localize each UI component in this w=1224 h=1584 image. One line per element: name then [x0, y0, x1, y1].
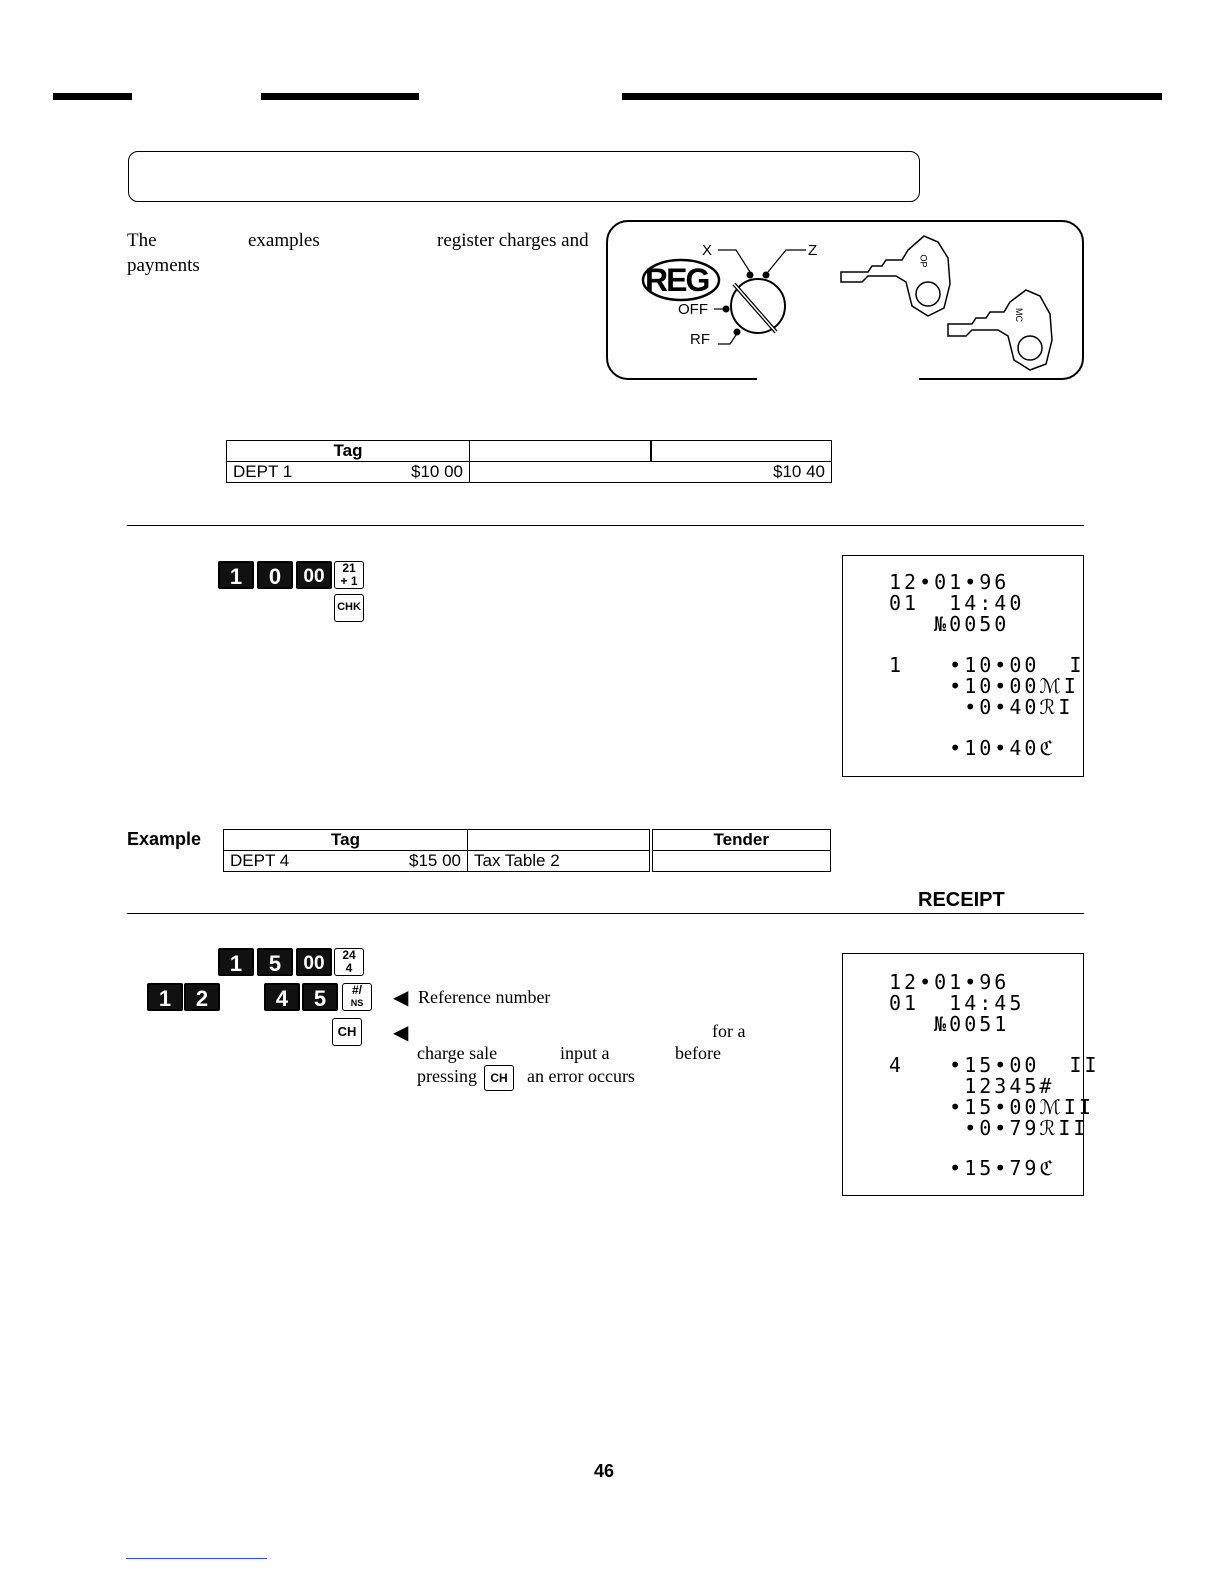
- receipt-line: •15•00ℳII: [889, 1095, 1094, 1119]
- table-header: Tag: [224, 830, 468, 851]
- ch-key: CH: [332, 1018, 362, 1046]
- ref-ns-key: #/ NS: [342, 983, 372, 1011]
- key-1: 1: [218, 948, 254, 976]
- intro-word: The: [127, 230, 157, 251]
- key-5: 5: [302, 983, 338, 1011]
- intro-word: payments: [127, 255, 200, 276]
- example1-table: [226, 440, 832, 483]
- footer-rule: [126, 1558, 267, 1559]
- header-rule-3: [622, 93, 1162, 100]
- table-header: Tender: [651, 830, 831, 851]
- key-1: 1: [147, 983, 183, 1011]
- receipt-line: 12•01•96: [889, 970, 1010, 994]
- key-2: 2: [184, 983, 220, 1011]
- key-0: 0: [257, 561, 293, 589]
- dept1-key: 21 + 1: [334, 561, 364, 589]
- key-5: 5: [257, 948, 293, 976]
- key-00: 00: [296, 948, 332, 976]
- reg-label: REG: [645, 262, 709, 298]
- total-amount: $10 40: [651, 462, 832, 483]
- key-1: 1: [218, 561, 254, 589]
- header-rule-2: [261, 93, 419, 100]
- note-text: input a: [560, 1043, 610, 1063]
- key-4: 4: [264, 983, 300, 1011]
- tax-table: Tax Table 2: [468, 851, 651, 872]
- header-rule-1: [53, 93, 132, 100]
- divider-rule: [127, 913, 1084, 914]
- arrow-left-icon: ◀: [393, 1022, 409, 1044]
- receipt-label: RECEIPT: [918, 889, 1005, 911]
- receipt-line: 01 14:45: [889, 991, 1025, 1015]
- intro-word: examples: [248, 230, 320, 251]
- x-label: X: [702, 242, 713, 259]
- z-label: Z: [808, 242, 818, 259]
- example-label: Example: [127, 829, 202, 849]
- receipt-line: №0051: [889, 1012, 1010, 1036]
- key-00: 00: [296, 561, 332, 589]
- dept-price: $10 00: [411, 462, 463, 481]
- table-header: Tag: [227, 441, 470, 462]
- table-cell: [224, 851, 468, 872]
- note-text: charge sale: [417, 1043, 498, 1063]
- table-cell: [227, 462, 470, 483]
- reference-note: Reference number: [418, 987, 551, 1007]
- arrow-left-icon: ◀: [393, 987, 409, 1009]
- receipt-line: •10•00ℳI: [889, 674, 1079, 698]
- receipt-line: •15•79ℭ: [889, 1156, 1057, 1180]
- note-text: an error occurs: [527, 1066, 635, 1086]
- dept-price: $15 00: [409, 851, 461, 870]
- chk-key: CHK: [334, 594, 364, 622]
- intro-word: register charges and: [437, 230, 589, 251]
- note-text: before: [675, 1043, 721, 1063]
- off-label: OFF: [678, 301, 708, 318]
- note-text: for a: [712, 1021, 746, 1041]
- example2-table: [223, 829, 831, 872]
- receipt-line: 4 •15•00 II: [889, 1053, 1100, 1077]
- receipt-line: 12345#: [889, 1074, 1055, 1098]
- receipt-line: •10•40ℭ: [889, 736, 1057, 760]
- receipt-line: №0050: [889, 612, 1010, 636]
- receipt-line: 1 •10•00 I: [889, 653, 1085, 677]
- receipt-line: •0•40ℛI: [889, 695, 1074, 719]
- note-text: pressing: [417, 1066, 477, 1086]
- receipt-line: 01 14:40: [889, 591, 1025, 615]
- receipt-line: •0•79ℛII: [889, 1116, 1089, 1140]
- op-key-label: OP: [918, 254, 929, 268]
- divider-rule: [127, 525, 1084, 526]
- section-title-box: [128, 151, 920, 202]
- receipt-2: [842, 953, 1100, 1196]
- ch-key-inline: CH: [484, 1065, 514, 1091]
- rf-label: RF: [690, 331, 710, 348]
- dept4-key: 24 4: [334, 948, 364, 976]
- receipt-line: 12•01•96: [889, 570, 1010, 594]
- mc-key-label: MC: [1014, 308, 1024, 322]
- dept-name: DEPT 4: [230, 851, 290, 870]
- receipt-1: [842, 555, 1084, 777]
- dept-name: DEPT 1: [233, 462, 293, 481]
- page-number: 46: [594, 1461, 615, 1481]
